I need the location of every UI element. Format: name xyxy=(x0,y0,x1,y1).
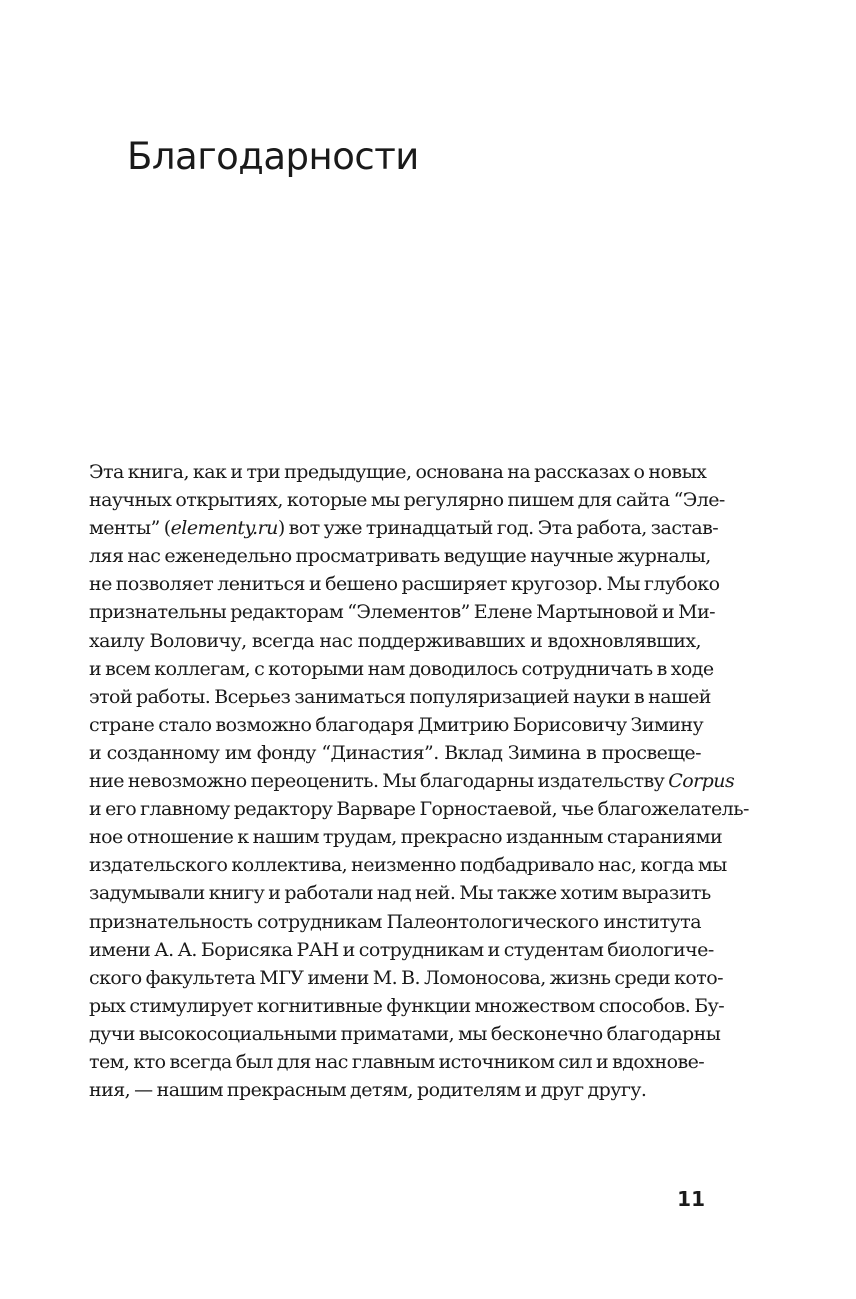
paragraph-line: Эта книга, как и три предыдущие, основана на рассказах о новых xyxy=(89,461,707,483)
paragraph-line: признательны редакторам “Элементов” Елене Мартыновой и Ми- xyxy=(89,601,716,624)
paragraph-line: тем, кто всегда был для нас главным источником сил и вдохнове- xyxy=(89,1050,705,1073)
page-title: Благодарности xyxy=(127,135,419,178)
paragraph-line: этой работы. Всерьез заниматься популяризацией науки в нашей xyxy=(89,685,711,708)
paragraph-line: имени А. А. Борисяка РАН и сотрудникам и студентам биологиче- xyxy=(89,938,714,961)
paragraph-line: и созданному им фонду “Династия”. Вклад Зимина в просвеще- xyxy=(89,741,701,764)
paragraph-line: издательского коллектива, неизменно подбадривало нас, когда мы xyxy=(89,854,727,877)
paragraph-line: ния, — нашим прекрасным детям, родителям и друг другу. xyxy=(89,1079,647,1102)
italic-term: elementy.ru xyxy=(170,517,278,540)
paragraph-line: признательность сотрудникам Палеонтологического института xyxy=(89,910,701,933)
paragraph-line: дучи высокосоциальными приматами, мы бесконечно благодарны xyxy=(89,1022,721,1045)
italic-term: Corpus xyxy=(668,770,735,793)
acknowledgements-paragraph xyxy=(89,458,749,1104)
paragraph-line: ние невозможно переоценить. Мы благодарны издательству Corpus xyxy=(89,770,735,793)
paragraph-line: менты” (elementy.ru) вот уже тринадцатый год. Эта работа, застав- xyxy=(89,517,719,540)
paragraph-line: научных открытиях, которые мы регулярно пишем для сайта “Эле- xyxy=(89,489,725,512)
paragraph-line: ского факультета МГУ имени М. В. Ломоносова, жизнь среди кото- xyxy=(89,966,724,989)
paragraph-line: хаилу Воловичу, всегда нас поддерживавших и вдохновлявших, xyxy=(89,629,701,652)
page-number: 11 xyxy=(677,1187,705,1211)
paragraph-line: не позволяет лениться и бешено расширяет кругозор. Мы глубоко xyxy=(89,573,720,596)
paragraph-line: ляя нас еженедельно просматривать ведущие научные журналы, xyxy=(89,545,711,568)
paragraph-line: и его главному редактору Варваре Горностаевой, чье благожелатель- xyxy=(89,798,749,821)
paragraph-line: и всем коллегам, с которыми нам доводилось сотрудничать в ходе xyxy=(89,657,714,680)
paragraph-line: задумывали книгу и работали над ней. Мы также хотим выразить xyxy=(89,882,711,905)
paragraph-line: ное отношение к нашим трудам, прекрасно изданным стараниями xyxy=(89,826,723,849)
paragraph-line: рых стимулирует когнитивные функции множеством способов. Бу- xyxy=(89,994,725,1017)
paragraph-line: стране стало возможно благодаря Дмитрию Борисовичу Зимину xyxy=(89,713,704,736)
